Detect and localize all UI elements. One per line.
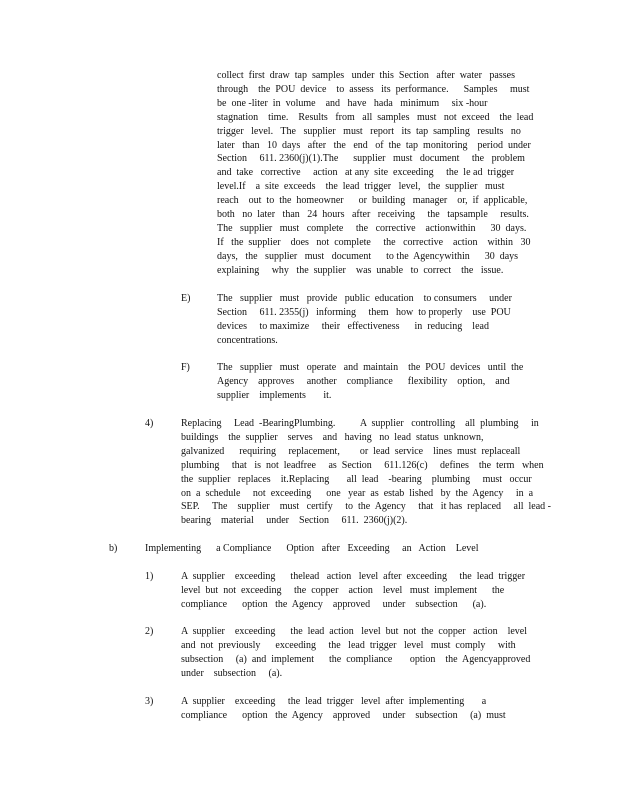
item-label-4: 4) — [145, 418, 154, 429]
item-4-paragraph — [181, 417, 551, 528]
text-line: Section 611. 2360(j)(1).The supplier must document the problem — [217, 153, 525, 165]
text-line: A supplier exceeding the lead action level but not the copper action level — [181, 626, 528, 637]
item-b3-paragraph — [181, 695, 506, 723]
text-line: compliance option the Agency approved under subsection (a). — [181, 598, 487, 610]
item-e-paragraph — [217, 292, 512, 348]
text-line: level.If a site exceeds the lead trigger level, the supplier must — [217, 181, 505, 193]
item-label-b2: 2) — [145, 626, 154, 637]
item-b1-paragraph — [181, 570, 525, 612]
text-line: stagnation time. Results from all samples must not exceed the lead — [217, 111, 534, 123]
text-line: buildings the supplier serves and having no lead status unknown, — [181, 431, 484, 443]
text-line: reach out to the homeowner or building manager or, if applicable, — [217, 195, 528, 207]
text-line: subsection (a) and implement the compliance option the Agencyapproved — [181, 653, 531, 665]
text-line: A supplier exceeding the lead trigger level after implementing a — [181, 696, 487, 707]
text-line: explaining why the supplier was unable to correct the issue. — [217, 264, 504, 276]
text-line: both no later than 24 hours after receiving the tapsample results. — [217, 209, 529, 221]
text-line: collect first draw tap samples under this Section after water passes — [217, 70, 515, 81]
text-line: and not previously exceeding the lead trigger level must comply with — [181, 639, 516, 651]
text-line: Section 611. 2355(j) informing them how to properly use POU — [217, 306, 511, 318]
text-line: devices to maximize their effectiveness in reducing lead — [217, 320, 489, 332]
item-label-b: b) — [109, 543, 118, 554]
text-line: Agency approves another compliance flexibility option, and — [217, 375, 510, 387]
text-line: under subsection (a). — [181, 667, 283, 679]
text-line: through the POU device to assess its performance. Samples must — [217, 83, 530, 95]
item-label-b3: 3) — [145, 696, 154, 707]
text-line: galvanized requiring replacement, or lead service lines must replaceall — [181, 445, 521, 457]
item-label-f: F) — [181, 362, 190, 373]
text-line: bearing material under Section 611. 2360(j)(2). — [181, 515, 408, 527]
text-line: The supplier must operate and maintain the POU devices until the — [217, 362, 524, 373]
text-line: compliance option the Agency approved under subsection (a) must — [181, 709, 506, 721]
text-line: If the supplier does not complete the corrective action within 30 — [217, 236, 531, 248]
item-b2-paragraph — [181, 625, 530, 681]
text-line: be one -liter in volume and have hada minimum six -hour — [217, 97, 488, 109]
item-f-paragraph — [217, 361, 523, 403]
item-label-b1: 1) — [145, 571, 154, 582]
text-line: and take corrective action at any site exceeding the le ad trigger — [217, 167, 515, 179]
text-line: supplier implements it. — [217, 389, 332, 401]
item-label-e: E) — [181, 293, 191, 304]
continued-paragraph — [217, 69, 533, 278]
text-line: level but not exceeding the copper action level must implement the — [181, 584, 505, 596]
text-line: plumbing that is not leadfree as Section 611.126(c) defines the term when — [181, 459, 544, 471]
text-line: later than 10 days after the end of the tap monitoring period under — [217, 139, 531, 151]
text-line: Replacing Lead -BearingPlumbing. A supplier controlling all plumbing in — [181, 418, 539, 429]
section-heading: Implementing a Compliance Option after Exceeding an Action Level — [145, 543, 479, 554]
text-line: trigger level. The supplier must report its tap sampling results no — [217, 125, 521, 137]
text-line: days, the supplier must document to the Agencywithin 30 days — [217, 250, 519, 262]
text-line: The supplier must complete the corrective actionwithin 30 days. — [217, 222, 527, 234]
text-line: A supplier exceeding thelead action level after exceeding the lead trigger — [181, 571, 526, 582]
text-line: The supplier must provide public education to consumers under — [217, 293, 512, 304]
text-line: on a schedule not exceeding one year as estab lished by the Agency in a — [181, 487, 534, 499]
text-line: SEP. The supplier must certify to the Agency that it has replaced all lead - — [181, 501, 552, 513]
text-line: the supplier replaces it.Replacing all lead -bearing plumbing must occur — [181, 473, 532, 485]
text-line: concentrations. — [217, 334, 278, 346]
